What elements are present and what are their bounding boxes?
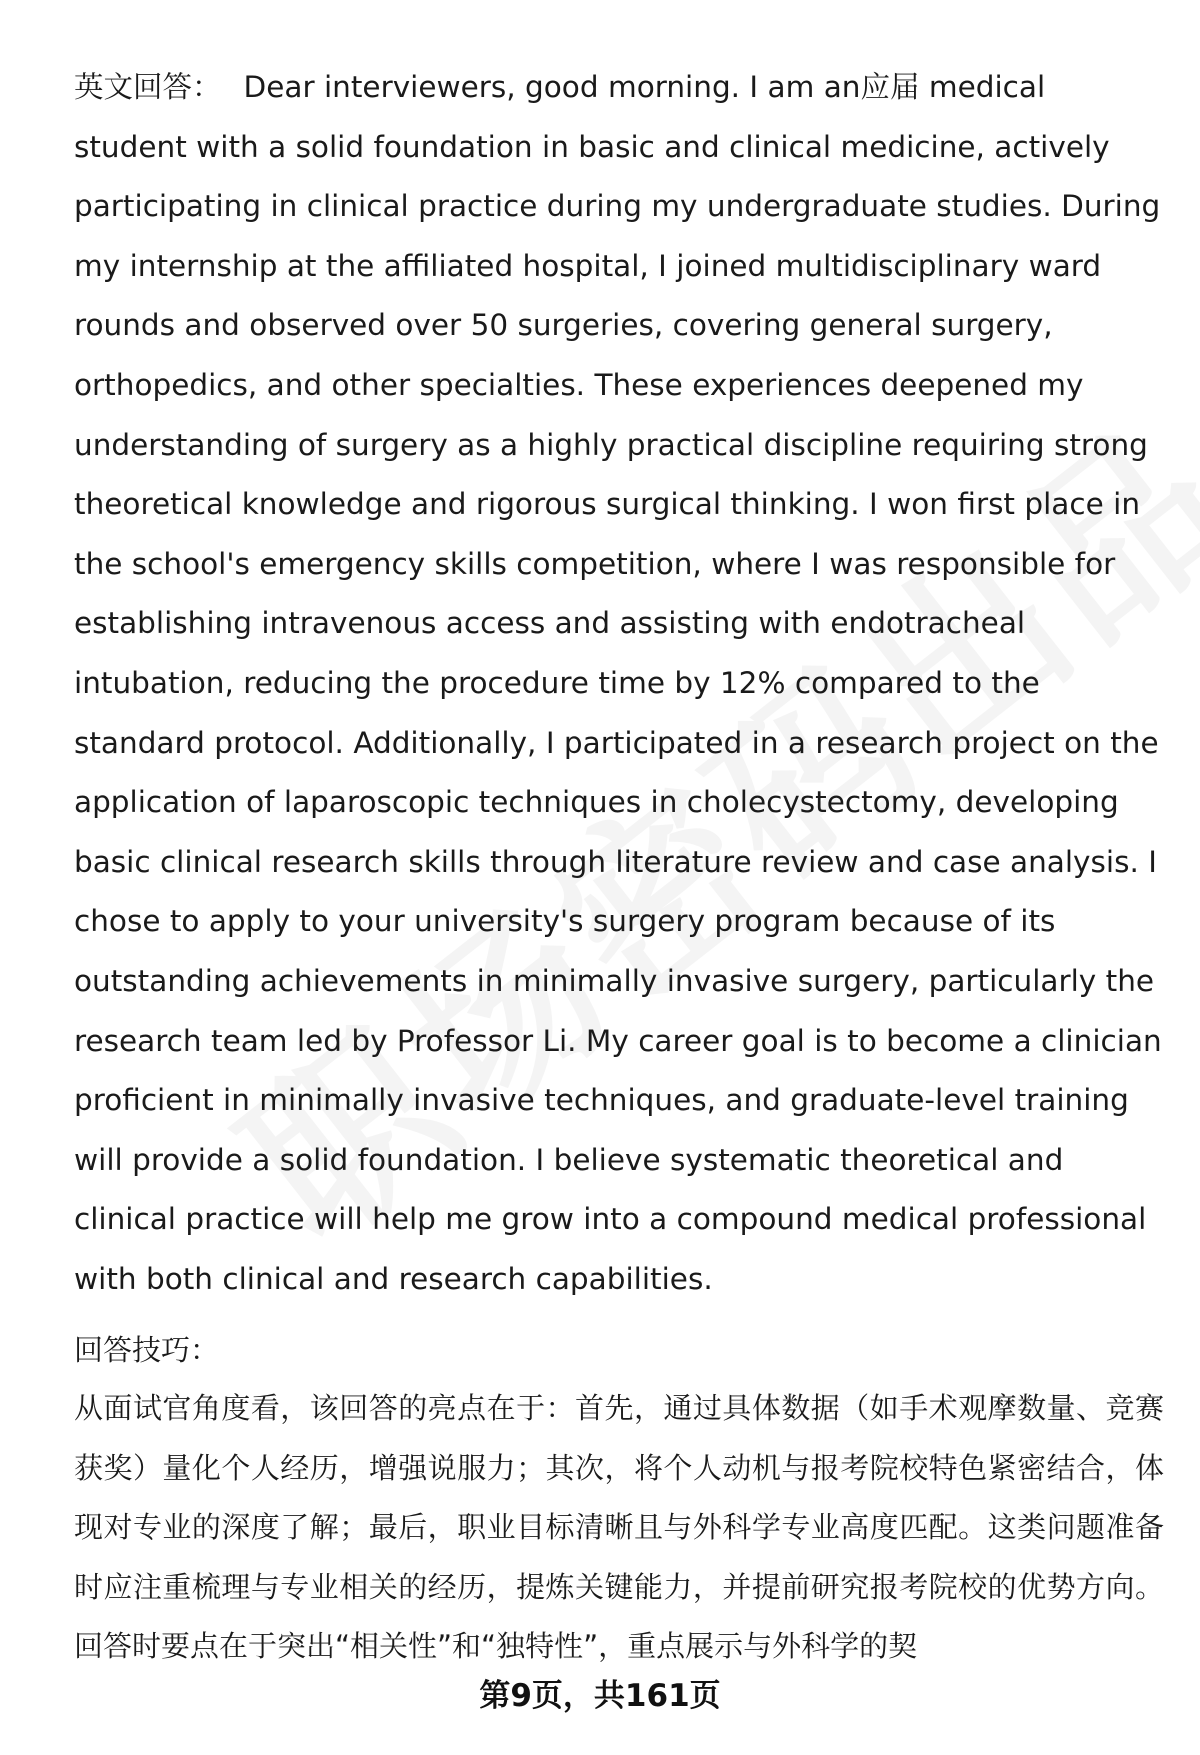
tips-paragraph: 从面试官角度看，该回答的亮点在于：首先，通过具体数据（如手术观摩数量、竞赛获奖）量化个人经历，增强说服力；其次，将个人动机与报考院校特色紧密结合，体现对专业的深度了解；最后，职业目标清晰且与外科学专业高度匹配。这类问题准备时应注重梳理与专业相关的经历，提炼关键能力，并提前研究报考院校的优势方向。回答时要点在于突出“相关性”和“独特性”，重点展示与外科学的契 [74,1391,1164,1664]
tips-heading: 回答技巧： [74,1333,220,1368]
english-answer-text: Dear interviewers, good morning. I am an应届 medical student with a solid foundation in basic and clinical medicine, actively participating in clinical practice during my undergraduate studies. During my internship at the affiliated hospital, I joined multidisciplinary ward rounds and observed over 50 surgeries, covering general surgery, orthopedics, and other specialties. These experiences deepened my understanding of surgery as a highly practical discipline requiring strong theoretical knowledge and rigorous surgical thinking. I won first place in the school's emergency skills competition, where I was responsible for establishing intravenous access and assisting with endotracheal intubation, reducing the procedure time by 12% compared to the standard protocol. Additionally, I participated in a research project on the application of laparoscopic techniques in cholecystectomy, developing basic clinical research skills through literature review and case analysis. I chose to apply to your university's surgery program because of its outstanding achievements in minimally invasive surgery, particularly the research team led by Professor Li. My career goal is to become a clinician proficient in minimally invasive techniques, and graduate-level training will provide a solid foundation. I believe systematic theoretical and clinical practice will help me grow into a compound medical professional with both clinical and research capabilities. [74,70,1162,1296]
english-answer-paragraph [74,58,1164,1309]
page-content [74,58,1164,1677]
page-indicator: 第9页，共161页 [479,1678,721,1714]
english-answer-label: 英文回答： [74,70,222,104]
